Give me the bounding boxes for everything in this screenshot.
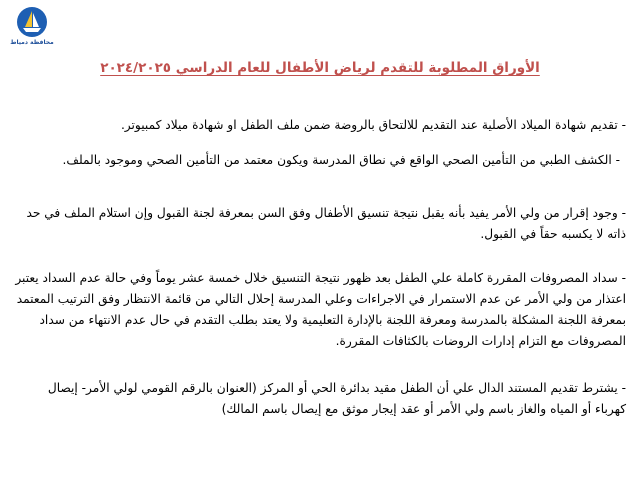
requirement-item-fees-payment: - سداد المصروفات المقررة كاملة علي الطفل بعد ظهور نتيجة التنسيق خلال خمسة عشر يوماً وفي حالة عدم السداد يعتبر اعتذار من ولي الأمر عن عدم الاستمرار في الاجراءات وعلي المدرسة إحلال التالي من قائمة الانتظار وفق الترتيب المعتمد بمعرفة اللجنة المشكلة بالمدرسة ومعرفة اللجنة بالإدارة التعليمية ولا يعتد بطلب التقدم في حال عدم الانتهاء من سداد المصروفات مع التزام إدارات الروضات بالكثافات المقررة. — [15, 271, 626, 348]
requirement-item-guardian-declaration: - وجود إقرار من ولي الأمر يفيد بأنه يقبل نتيجة تنسيق الأطفال وفق السن بمعرفة لجنة القبول وإن استلام الملف في حد ذاته لا يكسبه حقاً في القبول. — [26, 206, 626, 241]
page-title: الأوراق المطلوبة للتقدم لرياض الأطفال للعام الدراسي ٢٠٢٤/٢٠٢٥ — [100, 60, 540, 76]
logo — [10, 6, 54, 50]
requirement-item-residence-proof: - يشترط تقديم المستند الدال علي أن الطفل مقيد بدائرة الحي أو المركز (العنوان بالرقم القومي لولي الأمر- إيصال كهرباء أو المياه والغاز باسم ولي الأمر أو عقد إيجار موثق مع إيصال باسم المالك) — [47, 381, 626, 416]
logo-caption: محافظة دمياط — [10, 39, 54, 46]
sailboat-logo-icon — [16, 6, 48, 38]
requirement-item-medical-exam: - الكشف الطبي من التأمين الصحي الواقع في نطاق المدرسة ويكون معتمد من التأمين الصحي وموجود بالملف. — [62, 153, 620, 167]
requirement-item-birth-certificate: - تقديم شهادة الميلاد الأصلية عند التقديم للالتحاق بالروضة ضمن ملف الطفل او شهادة ميلاد كمبيوتر. — [120, 118, 626, 132]
